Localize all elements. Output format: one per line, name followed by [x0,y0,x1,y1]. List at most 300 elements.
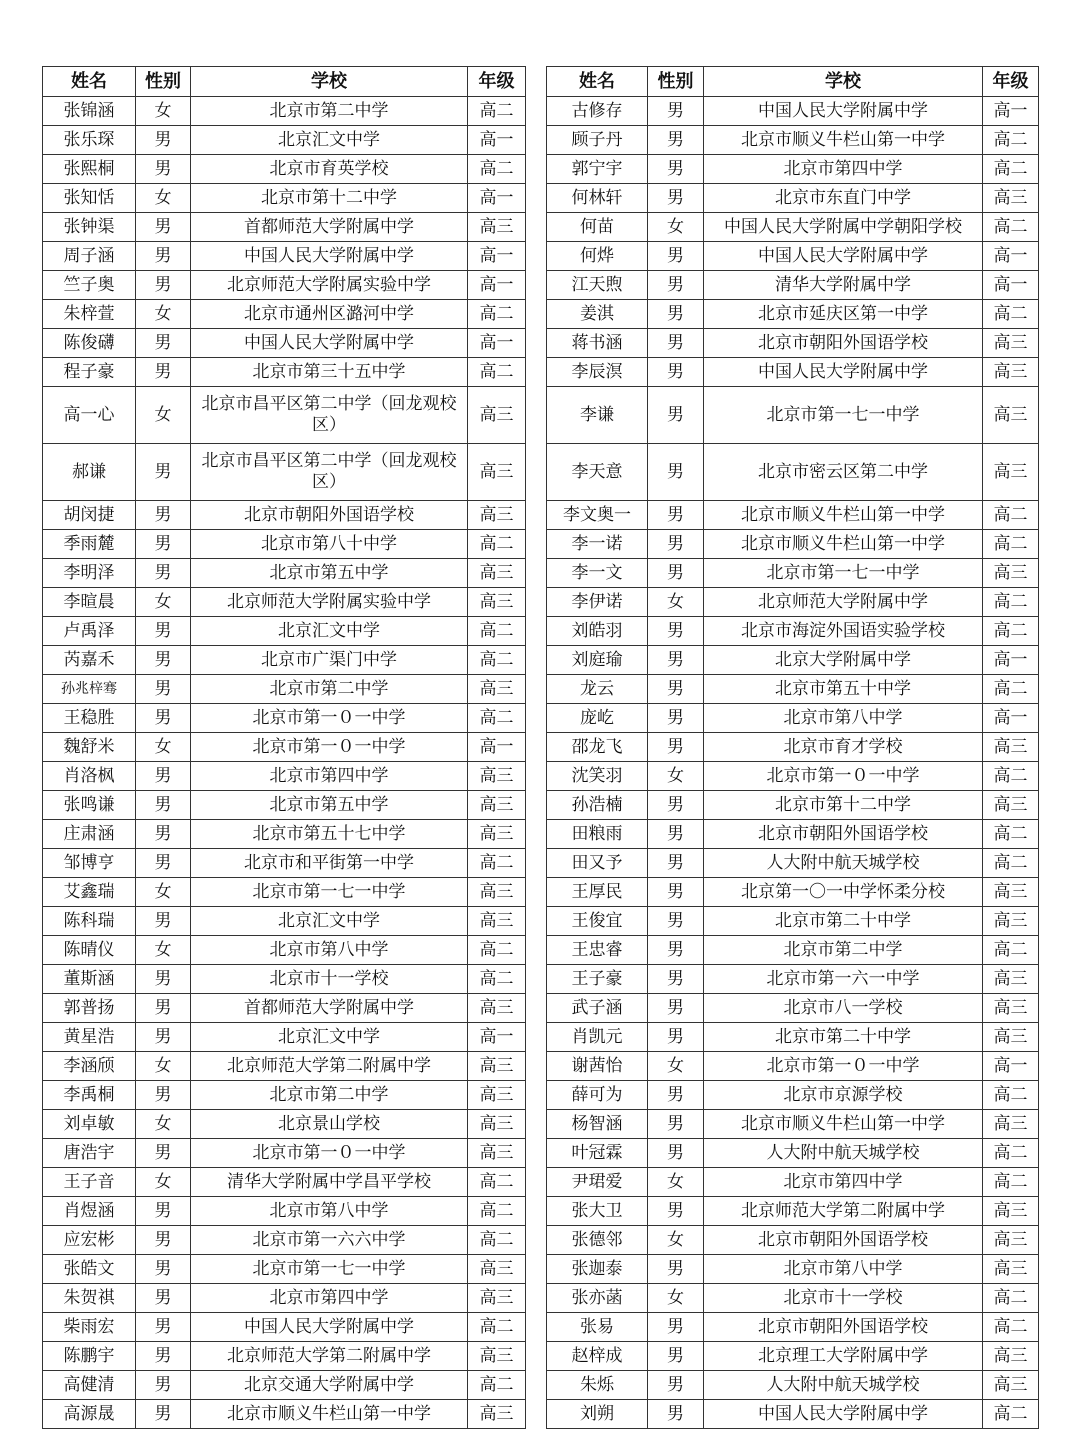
student-gender: 女 [648,1052,704,1081]
table-row [547,994,1039,1023]
student-gender: 男 [136,242,191,271]
gender-column-header: 性别 [648,67,704,97]
student-name: 张易 [547,1313,648,1342]
student-name: 程子豪 [43,358,136,387]
grade-column-header: 年级 [983,67,1039,97]
table-row [43,965,526,994]
student-name: 李明泽 [43,559,136,588]
table-row [43,501,526,530]
student-gender: 男 [648,994,704,1023]
table-row [43,126,526,155]
student-grade: 高三 [468,501,526,530]
student-school: 北京市八一学校 [704,994,983,1023]
student-school: 北京汇文中学 [191,1023,468,1052]
student-gender: 男 [648,358,704,387]
student-grade: 高三 [468,994,526,1023]
table-row [547,965,1039,994]
student-name: 卢禹泽 [43,617,136,646]
student-school: 北京市顺义牛栏山第一中学 [191,1400,468,1429]
student-school: 北京市顺义牛栏山第一中学 [704,530,983,559]
student-gender: 男 [648,1197,704,1226]
table-row [547,1023,1039,1052]
student-grade: 高三 [468,762,526,791]
student-gender: 男 [648,1081,704,1110]
table-row [43,646,526,675]
student-gender: 男 [648,704,704,733]
student-grade: 高三 [983,907,1039,936]
student-school: 北京汇文中学 [191,617,468,646]
student-grade: 高二 [983,1284,1039,1313]
student-gender: 女 [136,878,191,907]
table-row [43,849,526,878]
student-grade: 高二 [983,1081,1039,1110]
student-grade: 高三 [983,444,1039,501]
student-name: 李禹桐 [43,1081,136,1110]
student-gender: 女 [648,1226,704,1255]
student-gender: 男 [136,155,191,184]
student-grade: 高三 [983,329,1039,358]
student-school: 北京市朝阳外国语学校 [704,820,983,849]
table-row [43,994,526,1023]
school-column-header: 学校 [704,67,983,97]
table-row [547,820,1039,849]
table-row [547,126,1039,155]
table-row [43,936,526,965]
student-grade: 高二 [468,965,526,994]
student-grade: 高一 [468,733,526,762]
student-grade: 高一 [468,329,526,358]
student-school: 北京市第八中学 [191,1197,468,1226]
student-grade: 高三 [983,358,1039,387]
table-row [43,1255,526,1284]
student-gender: 男 [136,1081,191,1110]
student-grade: 高一 [983,704,1039,733]
student-school: 北京市第五中学 [191,791,468,820]
student-school: 北京市第五十七中学 [191,820,468,849]
student-gender: 女 [648,1168,704,1197]
student-grade: 高二 [983,849,1039,878]
student-school: 北京汇文中学 [191,907,468,936]
student-gender: 男 [136,126,191,155]
student-name: 周子涵 [43,242,136,271]
student-grade: 高二 [468,1168,526,1197]
student-grade: 高三 [468,213,526,242]
student-gender: 男 [648,126,704,155]
student-gender: 男 [648,1371,704,1400]
student-school: 北京师范大学附属实验中学 [191,271,468,300]
student-gender: 男 [648,444,704,501]
table-row [547,213,1039,242]
student-name: 李谦 [547,387,648,444]
table-row [43,675,526,704]
student-name: 王厚民 [547,878,648,907]
student-school: 北京市第一０一中学 [191,704,468,733]
table-row [43,559,526,588]
student-school: 北京市第八十中学 [191,530,468,559]
student-grade: 高二 [468,358,526,387]
table-row [547,1226,1039,1255]
student-name: 刘皓羽 [547,617,648,646]
student-name: 李辰溟 [547,358,648,387]
student-gender: 男 [136,704,191,733]
student-grade: 高一 [983,97,1039,126]
student-grade: 高二 [983,936,1039,965]
student-gender: 男 [648,878,704,907]
student-school: 北京市第八中学 [704,1255,983,1284]
student-grade: 高一 [983,271,1039,300]
student-gender: 男 [648,387,704,444]
student-grade: 高三 [983,791,1039,820]
table-row [43,97,526,126]
student-grade: 高二 [983,126,1039,155]
table-row [547,444,1039,501]
student-school: 北京市育才学校 [704,733,983,762]
table-row [43,387,526,444]
student-name: 田又予 [547,849,648,878]
student-name: 李涵颀 [43,1052,136,1081]
student-school: 北京市第一０一中学 [191,733,468,762]
student-school: 北京市第五中学 [191,559,468,588]
student-gender: 男 [136,1226,191,1255]
student-grade: 高一 [983,242,1039,271]
student-school: 北京市顺义牛栏山第一中学 [704,126,983,155]
right-student-table [546,66,1039,1429]
table-row [547,791,1039,820]
student-gender: 男 [136,907,191,936]
student-gender: 男 [136,501,191,530]
student-school: 北京市广渠门中学 [191,646,468,675]
student-school: 北京市第一六六中学 [191,1226,468,1255]
student-gender: 男 [648,1110,704,1139]
student-grade: 高三 [983,878,1039,907]
student-name: 陈晴仪 [43,936,136,965]
table-row [547,530,1039,559]
table-row [547,300,1039,329]
student-school: 北京市第八中学 [191,936,468,965]
table-row [43,588,526,617]
student-grade: 高二 [983,617,1039,646]
table-row [43,530,526,559]
student-grade: 高一 [468,242,526,271]
student-grade: 高三 [468,1139,526,1168]
student-grade: 高三 [468,791,526,820]
student-school: 北京理工大学附属中学 [704,1342,983,1371]
student-name: 叶冠霖 [547,1139,648,1168]
student-gender: 男 [136,358,191,387]
student-gender: 男 [136,994,191,1023]
student-school: 北京市第一０一中学 [704,1052,983,1081]
student-school: 北京市第一七一中学 [191,1255,468,1284]
student-gender: 男 [648,1139,704,1168]
table-row [547,1110,1039,1139]
student-grade: 高三 [468,907,526,936]
student-name: 高源晟 [43,1400,136,1429]
student-grade: 高二 [983,820,1039,849]
student-name: 邵龙飞 [547,733,648,762]
student-name: 杨智涵 [547,1110,648,1139]
student-grade: 高三 [983,965,1039,994]
student-name: 肖洛枫 [43,762,136,791]
table-row [43,1168,526,1197]
student-school: 北京交通大学附属中学 [191,1371,468,1400]
student-school: 北京市第四中学 [704,1168,983,1197]
table-row [43,733,526,762]
student-grade: 高一 [983,646,1039,675]
table-row [547,936,1039,965]
student-name: 何林轩 [547,184,648,213]
student-grade: 高二 [983,1313,1039,1342]
table-row [43,213,526,242]
student-school: 北京师范大学附属实验中学 [191,588,468,617]
student-grade: 高一 [468,184,526,213]
student-school: 清华大学附属中学昌平学校 [191,1168,468,1197]
student-school: 北京市第一七一中学 [191,878,468,907]
student-grade: 高三 [468,1284,526,1313]
student-name: 季雨麓 [43,530,136,559]
student-gender: 男 [136,1342,191,1371]
student-name: 朱烁 [547,1371,648,1400]
student-gender: 男 [648,155,704,184]
student-school: 北京市昌平区第二中学（回龙观校区） [191,387,468,444]
table-row [43,1052,526,1081]
student-name: 肖煜涵 [43,1197,136,1226]
student-grade: 高二 [983,1168,1039,1197]
table-row [43,1342,526,1371]
student-grade: 高二 [983,155,1039,184]
student-grade: 高二 [983,588,1039,617]
student-name: 武子涵 [547,994,648,1023]
student-gender: 女 [136,300,191,329]
table-row [547,358,1039,387]
student-school: 北京市东直门中学 [704,184,983,213]
student-gender: 男 [648,617,704,646]
table-row [547,559,1039,588]
student-name: 谢茜怡 [547,1052,648,1081]
table-row [547,588,1039,617]
student-name: 邹博亨 [43,849,136,878]
student-gender: 男 [648,675,704,704]
student-school: 北京市朝阳外国语学校 [704,1226,983,1255]
student-school: 北京市第五十中学 [704,675,983,704]
student-school: 北京市第一０一中学 [191,1139,468,1168]
student-name: 古修存 [547,97,648,126]
student-name: 张锦涵 [43,97,136,126]
table-row [43,1226,526,1255]
table-row [547,1081,1039,1110]
table-row [43,271,526,300]
student-gender: 男 [136,559,191,588]
table-row [43,1313,526,1342]
student-name: 张知恬 [43,184,136,213]
student-school: 北京市海淀外国语实验学校 [704,617,983,646]
student-gender: 男 [136,1197,191,1226]
table-row [547,242,1039,271]
student-gender: 女 [136,1168,191,1197]
table-row [43,155,526,184]
student-school: 人大附中航天城学校 [704,1139,983,1168]
student-grade: 高三 [983,1342,1039,1371]
student-school: 北京市延庆区第一中学 [704,300,983,329]
student-gender: 男 [648,1255,704,1284]
student-school: 北京大学附属中学 [704,646,983,675]
student-school: 北京市第一六一中学 [704,965,983,994]
student-gender: 男 [648,820,704,849]
student-name: 刘朔 [547,1400,648,1429]
table-row [43,358,526,387]
table-row [43,907,526,936]
student-school: 北京市第一七一中学 [704,387,983,444]
student-grade: 高三 [468,444,526,501]
name-column-header: 姓名 [547,67,648,97]
student-name: 芮嘉禾 [43,646,136,675]
student-grade: 高二 [468,617,526,646]
student-name: 顾子丹 [547,126,648,155]
student-grade: 高三 [468,675,526,704]
table-row [43,242,526,271]
student-school: 北京市育英学校 [191,155,468,184]
student-name: 高一心 [43,387,136,444]
student-grade: 高一 [468,271,526,300]
student-gender: 男 [648,97,704,126]
table-row [547,1197,1039,1226]
student-name: 张鸣谦 [43,791,136,820]
student-gender: 女 [136,184,191,213]
school-column-header: 学校 [191,67,468,97]
table-row [547,878,1039,907]
student-name: 应宏彬 [43,1226,136,1255]
student-school: 北京市第二十中学 [704,1023,983,1052]
student-grade: 高三 [983,994,1039,1023]
student-name: 刘卓敏 [43,1110,136,1139]
table-row [43,1400,526,1429]
student-grade: 高一 [983,1052,1039,1081]
student-grade: 高三 [468,1255,526,1284]
student-school: 首都师范大学附属中学 [191,994,468,1023]
student-gender: 男 [648,965,704,994]
student-school: 中国人民大学附属中学 [191,329,468,358]
student-gender: 女 [136,1052,191,1081]
student-school: 清华大学附属中学 [704,271,983,300]
student-gender: 女 [136,733,191,762]
student-name: 李暄晨 [43,588,136,617]
student-grade: 高二 [468,1226,526,1255]
student-gender: 女 [648,588,704,617]
student-gender: 男 [648,271,704,300]
student-grade: 高三 [983,1226,1039,1255]
student-school: 北京市第一０一中学 [704,762,983,791]
student-gender: 男 [136,617,191,646]
student-gender: 男 [648,1342,704,1371]
grade-column-header: 年级 [468,67,526,97]
student-gender: 男 [136,329,191,358]
student-name: 郭宁宇 [547,155,648,184]
student-school: 北京市顺义牛栏山第一中学 [704,501,983,530]
student-school: 人大附中航天城学校 [704,849,983,878]
student-gender: 男 [648,501,704,530]
student-grade: 高二 [468,1371,526,1400]
student-grade: 高二 [468,704,526,733]
table-row [43,184,526,213]
student-school: 北京景山学校 [191,1110,468,1139]
student-grade: 高三 [468,387,526,444]
student-grade: 高二 [468,936,526,965]
student-gender: 男 [136,1255,191,1284]
student-gender: 男 [136,1371,191,1400]
student-grade: 高三 [983,1110,1039,1139]
student-name: 王子豪 [547,965,648,994]
student-name: 张乐琛 [43,126,136,155]
student-name: 魏舒米 [43,733,136,762]
header-row [547,67,1039,97]
student-name: 张亦菡 [547,1284,648,1313]
student-grade: 高二 [468,155,526,184]
student-name: 竺子奥 [43,271,136,300]
student-gender: 男 [136,530,191,559]
table-row [547,1371,1039,1400]
student-grade: 高二 [983,675,1039,704]
student-name: 孙浩楠 [547,791,648,820]
student-grade: 高二 [983,530,1039,559]
student-name: 李一诺 [547,530,648,559]
student-school: 北京师范大学第二附属中学 [191,1342,468,1371]
student-school: 北京市第十二中学 [704,791,983,820]
student-name: 龙云 [547,675,648,704]
student-name: 何烨 [547,242,648,271]
student-name: 胡闵捷 [43,501,136,530]
student-name: 蒋书涵 [547,329,648,358]
student-school: 北京市昌平区第二中学（回龙观校区） [191,444,468,501]
student-school: 北京市第二十中学 [704,907,983,936]
student-name: 赵梓成 [547,1342,648,1371]
student-name: 艾鑫瑞 [43,878,136,907]
student-gender: 男 [648,733,704,762]
student-school: 北京汇文中学 [191,126,468,155]
table-row [547,387,1039,444]
student-school: 中国人民大学附属中学 [191,242,468,271]
student-gender: 男 [136,675,191,704]
student-school: 北京市通州区潞河中学 [191,300,468,329]
student-school: 北京市第十二中学 [191,184,468,213]
student-name: 张迦泰 [547,1255,648,1284]
table-row [43,1284,526,1313]
student-grade: 高三 [983,559,1039,588]
student-gender: 男 [648,242,704,271]
student-name: 田粮雨 [547,820,648,849]
table-row [547,271,1039,300]
student-grade: 高二 [468,97,526,126]
student-gender: 男 [136,444,191,501]
student-grade: 高二 [468,646,526,675]
student-school: 中国人民大学附属中学 [704,1400,983,1429]
header-row [43,67,526,97]
student-gender: 女 [136,97,191,126]
table-row [547,1284,1039,1313]
student-name: 李一文 [547,559,648,588]
student-gender: 男 [136,965,191,994]
student-school: 北京市密云区第二中学 [704,444,983,501]
student-gender: 男 [648,1023,704,1052]
table-row [43,1023,526,1052]
table-row [43,878,526,907]
student-school: 北京市十一学校 [704,1284,983,1313]
student-gender: 女 [648,762,704,791]
student-grade: 高二 [468,1313,526,1342]
student-grade: 高三 [468,820,526,849]
student-name: 王稳胜 [43,704,136,733]
table-row [43,329,526,358]
student-grade: 高三 [468,1081,526,1110]
student-gender: 男 [648,530,704,559]
